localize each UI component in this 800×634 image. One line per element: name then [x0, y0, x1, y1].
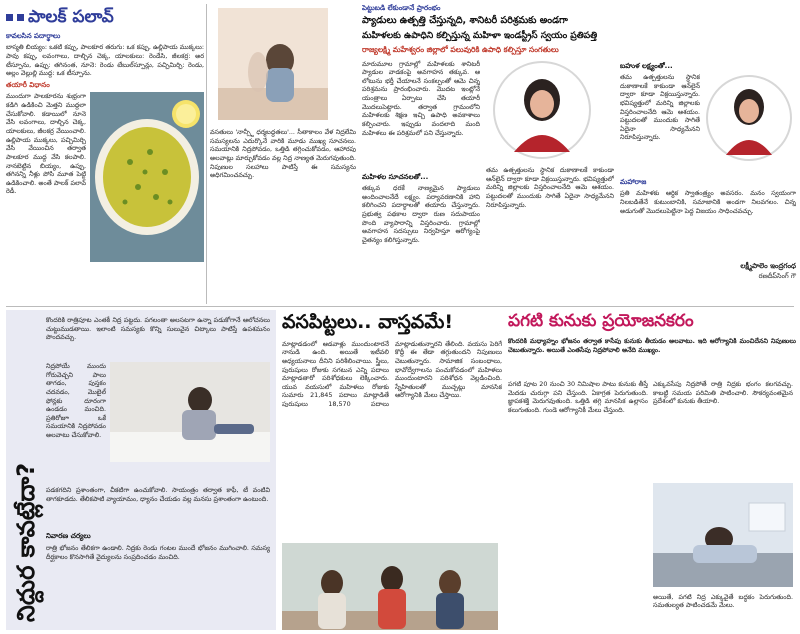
- nap-col-a: పగటి పూట 20 నుంచి 30 నిమిషాల పాటు కునుకు తీస్తే మెదడు చురుగ్గా పని చేస్తుంది. ఏకాగ్రత పెరుగుతుంది. జ్ఞాపకశక్తి మెరుగవుతుంది. ఒత్తిడి తగ్గి మానసిక ఉల్లాసం కలుగుతుంది. గుండె ఆరోగ్యానికీ మేలు చేస్తుంది.: [508, 379, 648, 414]
- business-section: [362, 4, 798, 304]
- nap-title: పగటి కునుకు ప్రయోజనకరం: [508, 311, 694, 331]
- quote-heading: మహారాజ: [620, 177, 647, 186]
- business-col3: తమ ఉత్పత్తులను స్థానిక దుకాణాలకే కాకుండా ఆన్‌లైన్ ద్వారా కూడా విక్రయిస్తున్నారు. భవిష్యత్తులో మరిన్ని జిల్లాలకు విస్తరించాలనేది ఆమె ఆశయం. పట్టుదలతో ముందుకు సాగితే ఏదైనా సాధ్యమేనని నిరూపిస్తున్నారు.: [486, 166, 614, 209]
- chatter-body: మాట్లాడడంలో ఆడవాళ్లు ముందుంటారనే నానుడి ఉంది. అయితే ఇటీవలి అధ్యయనాలు దీనిని పరిశీలించాయి. స్త్రీలు, పురుషులు రోజుకు సగటున ఎన్ని పదాలు మాట్లాడతారో పరిశోధకులు లెక్కించారు. యువ వయసులో మహిళలు రోజుకు సుమారు 21,845 పదాలు మాట్లాడితే పురుషులు 18,570 పదాలు మాట్లాడుతున్నారని తేలింది. వయసు పెరిగే కొద్దీ ఈ తేడా తగ్గుతుందని నిపుణులు చెబుతున్నారు. సామాజిక సంబంధాలు, భావోద్వేగాలను పంచుకోవడంలో మహిళలు ముందుంటారని పరిశోధన వెల్లడించింది. స్నేహితులతో ముచ్చట్లు మానసిక ఆరోగ్యానికి మేలు చేస్తాయి.: [282, 339, 502, 409]
- palak-section: [6, 4, 204, 304]
- sleep-col-c: రాత్రి భోజనం తేలికగా ఉండాలి. నిద్రకు రెండు గంటల ముందే భోజనం ముగించాలి. సమస్య దీర్ఘకాలం కొనసాగితే వైద్యులను సంప్రదించడం మంచిది.: [46, 544, 270, 561]
- palak-title-row: [6, 4, 204, 30]
- nap-section: [508, 310, 796, 630]
- business-col2: తక్కువ ధరకే నాణ్యమైన ప్యాడులు అందించాలనేదే లక్ష్యం. పర్యావరణానికి హాని కలిగించని పదార్థాలతో తయారు చేస్తున్నారు. ప్రభుత్వ పథకాల ద్వారా రుణ సదుపాయం పొంది వ్యాపారాన్ని విస్తరించారు. గ్రామాల్లో అవగాహన సదస్సులు నిర్వహిస్తూ ఆరోగ్యంపై చైతన్యం కలిగిస్తున్నారు.: [362, 183, 480, 244]
- nap-col-b: ఎక్కువసేపు నిద్రపోతే రాత్రి నిద్రకు భంగం కలగవచ్చు. కాబట్టి సమయ పరిమితి పాటించాలి. సౌకర్యవంతమైన ప్రదేశంలో కునుకు తీయాలి.: [653, 379, 793, 406]
- sad-woman-photo: [218, 8, 328, 120]
- article-author: లక్ష్మీపాలెం ఇంద్రగంధ: [740, 262, 796, 271]
- palak-title: పాలక్ పలావ్: [28, 6, 114, 27]
- chatter-section: [282, 310, 502, 630]
- chatter-title: వసపిట్టలు.. వాస్తవమే!: [282, 311, 454, 333]
- napping-woman-photo: [653, 483, 793, 587]
- sleep-section-heading: నివారణ చర్యలు: [46, 532, 91, 540]
- business-headline: ప్యాడులు ఉత్పత్తి చేస్తున్నది, శానిటరీ పరిశ్రమకు అండగా: [362, 15, 568, 27]
- nap-intro: కొందరికి మధ్యాహ్నం భోజనం తర్వాత కాసేపు కునుకు తీయడం అలవాటు. ఇది ఆరోగ్యానికి మంచిదేనని నిపుణులు చెబుతున్నారు. అయితే ఎంతసేపు నిద్రపోవాలి అనేది ముఖ్యం.: [508, 336, 796, 354]
- business-subline: మహిళలకు ఉపాధిని కల్పిస్తున్న మహిళా ఇండస్ట్రీస్ స్వయం ప్రతిపత్తి: [362, 31, 598, 42]
- business-col3b: తమ ఉత్పత్తులను స్థానిక దుకాణాలకే కాకుండా ఆన్‌లైన్ ద్వారా కూడా విక్రయిస్తున్నారు. భవిష్యత్తులో మరిన్ని జిల్లాలకు విస్తరించాలనేది ఆమె ఆశయం. పట్టుదలతో ముందుకు సాగితే ఏదైనా సాధ్యమేనని నిరూపిస్తున్నారు.: [620, 72, 700, 142]
- ingredients-text: బాస్మతి బియ్యం: ఒకటి కప్పు, పాలకూర తరుగు: ఒక కప్పు, ఉల్లిపాయ ముక్కలు: పావు కప్పు, లవంగాలు, దాల్చిన చెక్క, యాలకులు: రెండేసి, జీలకర్ర: అర టీస్పూను, ఉప్పు: తగినంత, నూనె: రెండు టేబుల్‌స్పూన్లు, పచ్చిమిర్చి: రెండు, అల్లం వెల్లుల్లి ముద్ద: ఒక టీస్పూను.: [6, 43, 204, 78]
- pulao-dish-image: [90, 92, 204, 262]
- sleep-section: [6, 310, 276, 630]
- square-bullet-icon: [17, 14, 24, 21]
- caption-text: వసతులు 'నాన్స్టీ ధర్మబద్ధతలు'... సీతాకాలం వేళ నిద్రలేమి సమస్యలను ఎదుర్కొనే వారికి మూడు ముఖ్య సూచనలు. సమయానికి నిద్రపోవడం, ఒత్తిడి తగ్గించుకోవడం, ఆహారపు అలవాట్లు మార్చుకోవడం వల్ల నిద్ర నాణ్యత మెరుగవుతుంది. నిపుణుల సలహాలు పాటిస్తే ఈ సమస్యను అధిగమించవచ్చు.: [210, 128, 356, 180]
- method-text: ముందుగా పాలకూరను శుభ్రంగా కడిగి ఉడికించి మెత్తని ముద్దలా చేసుకోవాలి. కడాయిలో నూనె వేసి లవంగాలు, దాల్చిన చెక్క, యాలకులు, జీలకర్ర వేయించాలి. ఉల్లిపాయ ముక్కలు, పచ్చిమిర్చి వేసి వేయించిన తర్వాత పాలకూర ముద్ద వేసి కలపాలి. నానబెట్టిన బియ్యం, ఉప్పు, తగినన్ని నీళ్లు పోసి మూత పెట్టి ఉడికించాలి. అంతే పాలక్ పలావ్ రెడీ.: [6, 92, 86, 196]
- photo-credit: రణదీప్‌సింగ్ గౌ: [758, 271, 796, 280]
- business-col3-heading: బహుళ లక్ష్యంతో...: [620, 61, 673, 70]
- sleepless-woman-photo: [110, 362, 270, 462]
- method-heading: తయారీ విధానం: [6, 81, 50, 89]
- business-section-heading: మహిళల సూచనలతో...: [362, 172, 429, 181]
- business-col1: మారుమూల గ్రామాల్లో మహిళలకు శానిటరీ ప్యాడుల వాడకంపై అవగాహన తక్కువ. ఆ లోటును భర్తీ చేయాలనే సంకల్పంతో ఆమె చిన్న పరిశ్రమను ప్రారంభించారు. మొదట ఇంట్లోనే యంత్రాలు ఏర్పాటు చేసి తయారీ మొదలుపెట్టారు. తర్వాత గ్రామంలోని మహిళలకు శిక్షణ ఇచ్చి ఉపాధి అవకాశాలు కల్పించారు. ఇప్పుడు వందలాది మంది మహిళలు ఈ పరిశ్రమలో పని చేస్తున్నారు.: [362, 59, 480, 137]
- ingredients-heading: కావలసిన పదార్థాలు: [6, 32, 61, 40]
- entrepreneur-portrait-2: [704, 73, 794, 163]
- sleep-intro: కొందరికి రాత్రిపూట ఎంతకీ నిద్ర పట్టదు. పగలంతా అలసటగా ఉన్నా పడుకోగానే ఆలోచనలు చుట్టుముడతాయి. ఇలాంటి సమస్యకు కొన్ని సులువైన చిట్కాలు పాటిస్తే ఉపశమనం పొందవచ్చు.: [46, 316, 270, 342]
- nap-caption: అయితే, పగటి నిద్ర ఎక్కువైతే బద్ధకం పెరుగుతుంది. సమతుల్యత పాటించడమే మేలు.: [653, 592, 793, 610]
- square-bullet-icon: [6, 14, 13, 21]
- business-byline: రాజ్యలక్ష్మి మహేశ్వరం జిల్లాలో పలువురికి ఉపాధి కల్పిస్తూ సంగతులు: [362, 45, 559, 55]
- section-divider: [6, 306, 794, 307]
- entrepreneur-portrait: [486, 60, 598, 160]
- quote-text: ప్రతి మహిళకు ఆర్థిక స్వాతంత్ర్యం అవసరం. మనం స్వయంగా నిలబడితేనే కుటుంబానికి, సమాజానికి అండగా నిలవగలం. చిన్న అడుగుతో మొదలుపెట్టినా పెద్ద విజయం సాధించవచ్చు.: [620, 189, 796, 215]
- sleep-col-a: నిద్రపోయే ముందు గోరువెచ్చని పాలు తాగడం, పుస్తకం చదవడం, మొబైల్ ఫోన్లకు దూరంగా ఉండడం మంచిది. ప్రతిరోజూ ఒకే సమయానికి నిద్రపోవడం అలవాటు చేసుకోవాలి.: [46, 362, 106, 440]
- column-divider: [206, 4, 207, 304]
- sleep-col-b: పడకగదిని ప్రశాంతంగా, చీకటిగా ఉంచుకోవాలి. సాయంత్రం తర్వాత కాఫీ, టీ వంటివి తాగకూడదు. తేలికపాటి వ్యాయామం, ధ్యానం చేయడం వల్ల మనసు ప్రశాంతంగా ఉంటుంది.: [46, 486, 270, 503]
- sleep-vertical-title: నిద్దుర కావట్లేదా?: [12, 462, 40, 622]
- friends-chatting-photo: [282, 543, 498, 630]
- caption-section: [210, 4, 358, 304]
- business-banner: పెట్టుబడి లేకుండానే ప్రారంభం: [362, 4, 441, 12]
